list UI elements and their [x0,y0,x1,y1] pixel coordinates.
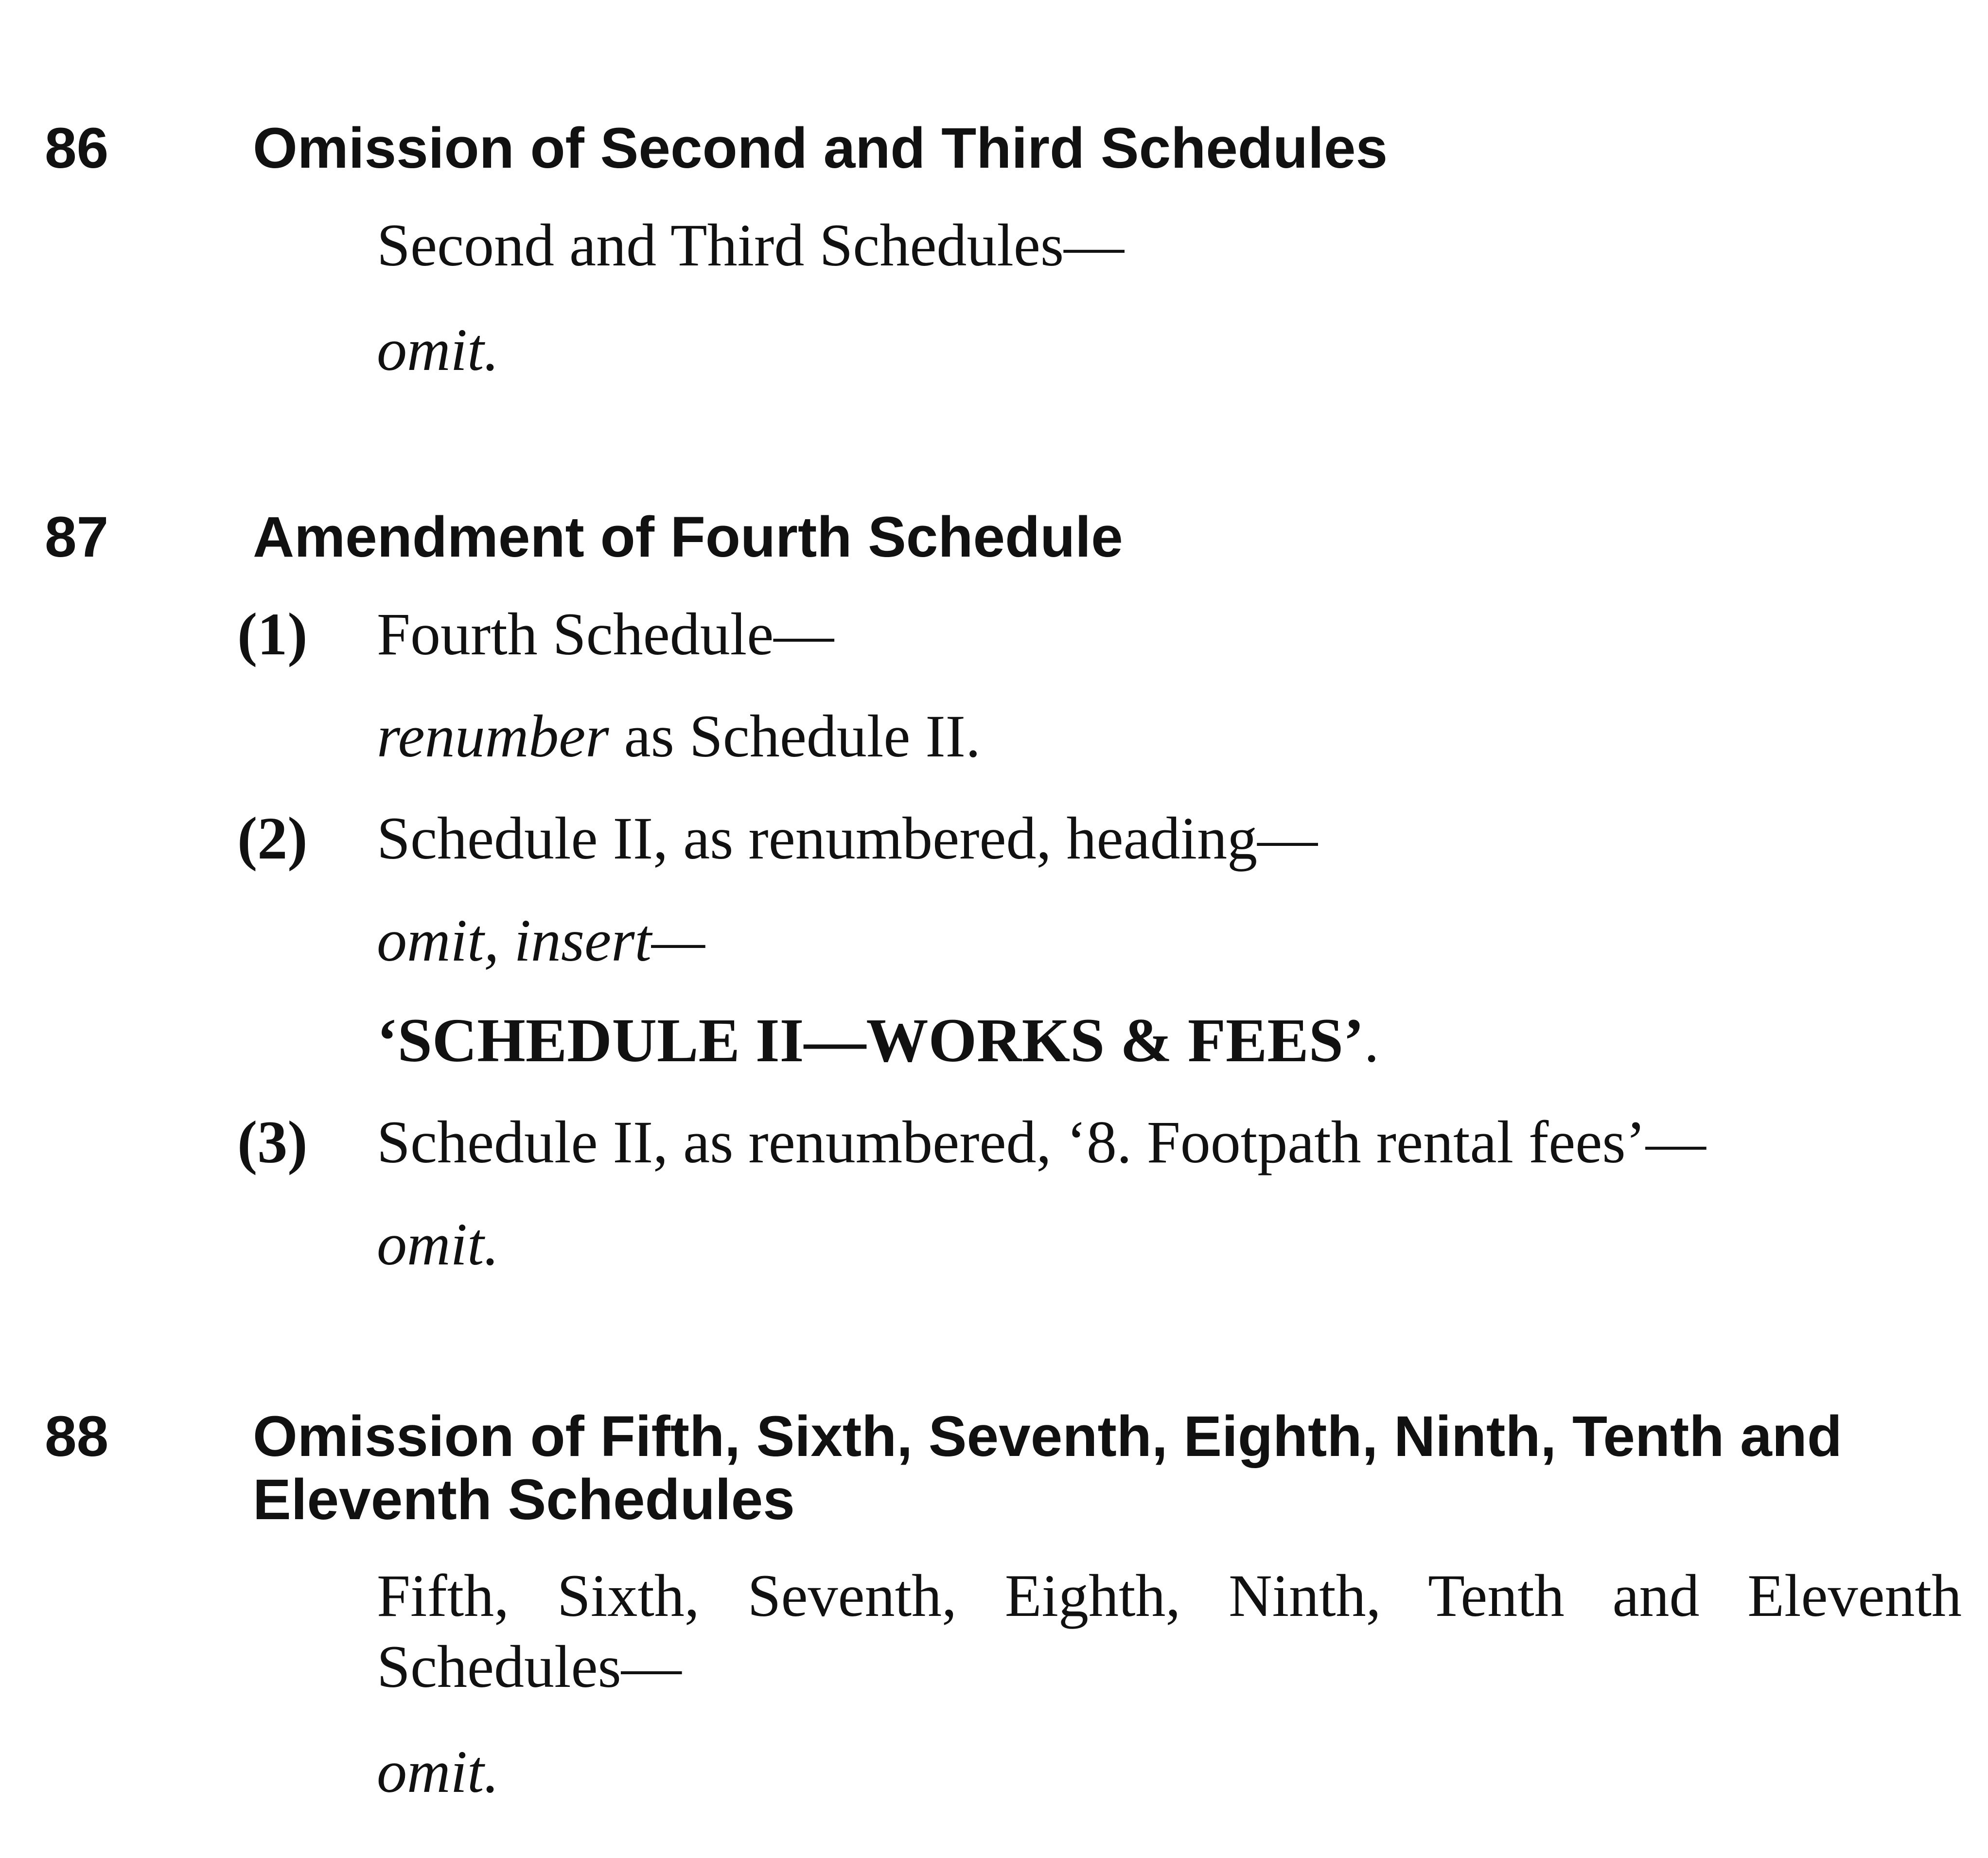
subsection-number: (3) [237,1109,308,1175]
section-number: 88 [45,1404,109,1469]
inserted-trailing: . [1364,1008,1379,1074]
section-number: 87 [45,505,109,569]
inserted-text [377,1004,1379,1078]
amendment-target: Schedule II, as renumbered, heading— [377,805,1318,872]
amendment-target: Fifth, Sixth, Seventh, Eighth, Ninth, Tenth and Eleventh Schedules— [377,1562,1962,1700]
amendment-instruction: omit. [377,1738,499,1805]
amendment-instruction: omit. [377,1211,499,1278]
subsection-number: (2) [237,805,308,872]
amendment-target: Schedule II, as renumbered, ‘8. Footpath rental fees’— [377,1109,1706,1175]
instruction-verb: renumber [377,703,609,770]
amendment-target: Fourth Schedule— [377,601,834,667]
instruction-rest: as Schedule II. [609,703,981,770]
section-number: 86 [45,116,109,180]
amendment-instruction: omit, insert— [377,907,705,974]
amendment-target: Second and Third Schedules— [377,212,1125,279]
amendment-instruction [377,700,981,773]
section-heading: Amendment of Fourth Schedule [253,505,1123,569]
section-heading: Omission of Second and Third Schedules [253,116,1388,180]
section-heading: Omission of Fifth, Sixth, Seventh, Eighth, Ninth, Tenth and Eleventh Schedules [253,1404,1842,1532]
amendment-instruction: omit. [377,316,499,383]
inserted-heading: ‘SCHEDULE II—WORKS & FEES’ [377,1006,1364,1075]
subsection-number: (1) [237,601,308,667]
